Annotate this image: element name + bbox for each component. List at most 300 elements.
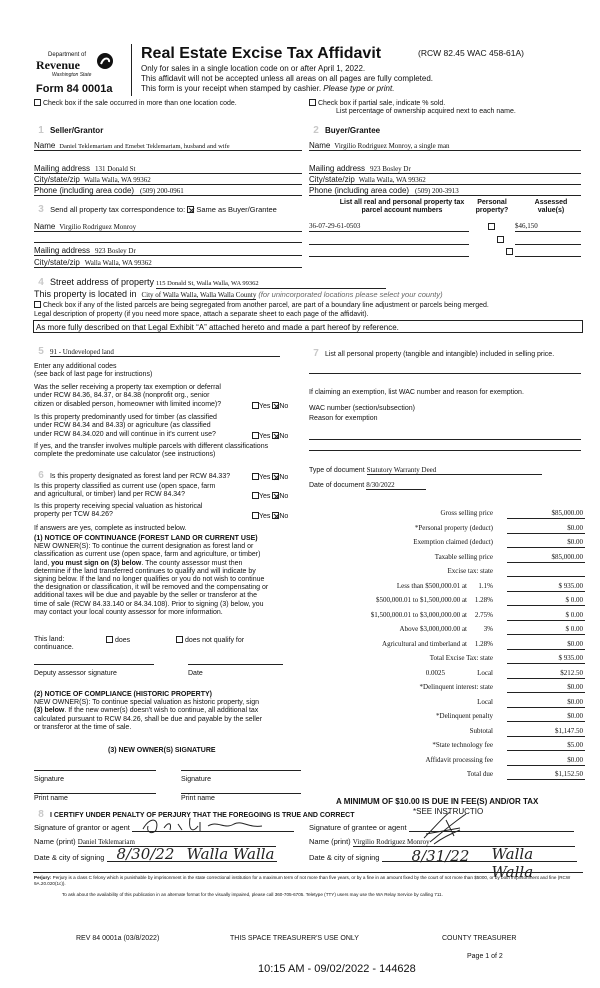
notice-1-title: (1) NOTICE OF CONTINUANCE (FOREST LAND OR CURRENT USE)	[34, 535, 258, 542]
tax-row-label: *Delinquent interest: state	[419, 683, 493, 691]
segregate-row[interactable]	[34, 301, 582, 310]
s6-q3-line2: property per TCW 84.26?	[34, 511, 113, 519]
notice-compliance	[34, 691, 302, 732]
s6-q2-yes-checkbox[interactable]	[252, 492, 259, 499]
deputy-sig-line[interactable]	[34, 664, 154, 665]
section-6-number: 6	[38, 470, 44, 481]
tax-row-rate: 2.75%	[474, 610, 493, 619]
tax-row-label: *Personal property (deduct)	[414, 523, 493, 532]
personal-checkbox-2[interactable]	[497, 236, 504, 243]
partial-sale-checkbox[interactable]	[309, 99, 316, 106]
personal-property-row	[309, 347, 581, 361]
tax-row	[308, 741, 585, 752]
tax-row-rate: 0.0025	[425, 668, 445, 677]
see-instructions-note: *SEE INSTRUCTIO	[413, 807, 484, 816]
grantor-name-label: Name (print)	[34, 837, 76, 846]
perjury-divider	[33, 872, 583, 873]
buyer-name-label: Name	[309, 141, 331, 150]
tax-row	[308, 625, 585, 636]
alt-format-note: To ask about the availability of this publication in an alternate format for the visually impaired, please call 360-705-6705. Teletype (TTY) users may use the WA Relay Service by calling 711.	[62, 892, 443, 897]
partial-sale-note: List percentage of ownership acquired next to each name.	[336, 108, 516, 115]
buyer-mail-row[interactable]	[309, 164, 581, 174]
personal-checkbox-1[interactable]	[488, 223, 495, 230]
owner-name-1-label: Print name	[34, 795, 68, 802]
additional-codes	[34, 363, 152, 380]
s6-q2-line1: Is this property classified as current use (open space, farm	[34, 483, 216, 490]
grantor-date-label: Date & city of signing	[34, 853, 105, 862]
correspondence-row	[34, 203, 277, 217]
assessed-header-1: Assessed	[534, 199, 568, 206]
grantee-date-line[interactable]	[382, 845, 577, 881]
does-checkbox[interactable]	[106, 636, 113, 643]
tax-row	[308, 770, 585, 781]
seller-name-label: Name	[34, 141, 56, 150]
s5-q3-line1: If yes, and the transfer involves multiple parcels with different classifications	[34, 443, 269, 450]
s5-q2-answers[interactable]	[252, 432, 288, 441]
seller-phone-row[interactable]	[34, 186, 302, 196]
notice-2-line1: NEW OWNER(S): To continue special valuation as historic property, sign	[34, 699, 259, 707]
tax-row	[308, 669, 585, 680]
buyer-heading: Buyer/Grantee	[324, 126, 381, 135]
header-line-3	[141, 84, 394, 94]
continuance-label: continuance.	[34, 644, 74, 652]
tax-row-label: *Delinquent penalty	[436, 712, 493, 720]
section-3-number: 3	[38, 204, 44, 215]
legal-desc-value[interactable]: As more fully described on that Legal Exhibit “A” attached hereto and made a part hereof by reference.	[36, 323, 399, 332]
tax-row-label: Total due	[466, 770, 493, 778]
doc-type-value[interactable]: Statutory Warranty Deed	[367, 466, 542, 475]
segregate-label: Check box if any of the listed parcels are being segregated from another parcel, are part of a boundary line adjustment or parcels being merged.	[42, 302, 489, 309]
doc-type-label: Type of document	[309, 467, 365, 474]
receipt-stamp: 10:15 AM - 09/02/2022 - 144628	[258, 963, 416, 975]
grantee-sig-label: Signature of grantee or agent	[309, 823, 407, 832]
tax-row	[308, 756, 585, 767]
s5-q1-line2: under RCW 84.36, 84.37, or 84.38 (nonprofit org., senior	[34, 392, 210, 400]
this-land	[34, 636, 74, 653]
page-number: Page 1 of 2	[467, 953, 503, 960]
section-8-number: 8	[38, 809, 44, 820]
owner-sig-2[interactable]	[181, 770, 301, 771]
buyer-city-label: City/state/zip	[309, 175, 355, 184]
logo-swoosh-icon	[96, 52, 114, 70]
parcel-header	[309, 199, 495, 216]
s6-q1-yes-checkbox[interactable]	[252, 473, 259, 480]
tax-row-rate: 1.28%	[474, 639, 493, 648]
corr-mail-value[interactable]: 923 Bosley Dr	[94, 247, 136, 255]
tax-row-value[interactable]: $ 0.00	[507, 596, 585, 606]
section-2-number: 2	[313, 125, 319, 136]
section-4-number: 4	[38, 277, 44, 288]
buyer-city-row[interactable]	[309, 175, 581, 185]
tax-row-value[interactable]: $0.00	[507, 698, 585, 708]
s6-q1-no-checkbox[interactable]	[272, 473, 279, 480]
notice-1-line1: NEW OWNER(S): To continue the current designation as forest land or	[34, 543, 254, 551]
exemption-line-1[interactable]	[309, 439, 581, 440]
tax-row-rate: 1.1%	[478, 581, 493, 590]
use-code-row[interactable]	[34, 345, 294, 359]
tax-row-label: Taxable selling price	[434, 552, 493, 561]
doc-date-label: Date of document	[309, 482, 365, 489]
exemption-label: If claiming an exemption, list WAC number and reason for exemption.	[309, 389, 524, 396]
perjury-label: Perjury:	[34, 875, 52, 880]
s5-q2-no-checkbox[interactable]	[272, 432, 279, 439]
corr-name-row[interactable]	[34, 222, 302, 232]
logo-revenue: Revenue	[36, 58, 80, 72]
multi-location-checkbox[interactable]	[34, 99, 41, 106]
tax-row-label: *State technology fee	[432, 741, 493, 749]
additional-codes-1: Enter any additional codes	[34, 363, 117, 370]
s6-q3-line1: Is this property receiving special valuation as historical	[34, 503, 203, 510]
s5-q1-no-checkbox[interactable]	[272, 402, 279, 409]
tax-row-value[interactable]: $85,000.00	[507, 553, 585, 563]
located-row[interactable]	[34, 289, 582, 300]
assessed-value-3[interactable]	[515, 247, 581, 257]
notice-2-line2b: . If the new owner(s) doesn't wish to continue, all additional tax	[64, 707, 259, 715]
correspondence-text: Send all property tax correspondence to:	[50, 205, 186, 214]
dor-logo	[36, 52, 116, 82]
tax-row-value[interactable]: $ 0.00	[507, 611, 585, 621]
grantor-date-value[interactable]: 8/30/22	[116, 845, 175, 863]
use-code-value[interactable]: 91 - Undeveloped land	[50, 348, 280, 357]
s5-q3-line2: complete the predominate use calculator (see instructions)	[34, 451, 216, 459]
does-not-label: does not qualify for	[184, 637, 245, 644]
form-number: Form 84 0001a	[36, 83, 113, 95]
tax-row-label: $500,000.01 to $1,500,000.00 at	[376, 596, 467, 604]
legal-desc-box[interactable]	[33, 320, 583, 333]
tax-row-value[interactable]: $ 0.00	[507, 625, 585, 635]
treasurer-use: THIS SPACE TREASURER'S USE ONLY	[230, 935, 359, 942]
corr-city-row[interactable]	[34, 258, 302, 268]
notice-2-line3: calculated pursuant to RCW 84.26, shall be due and payable by the seller	[34, 715, 263, 723]
reason-label: Reason for exemption	[309, 415, 378, 422]
tax-row	[308, 683, 585, 694]
s6-q3	[34, 503, 202, 520]
personal-header-1: Personal	[477, 199, 507, 206]
street-value[interactable]: 115 Donald St, Walla Walla, WA 99362	[156, 280, 386, 289]
header-line-2: This affidavit will not be accepted unless all areas on all pages are fully completed.	[141, 74, 434, 83]
seller-phone-value[interactable]: (509) 200-0961	[140, 187, 184, 195]
header-line-1: Only for sales in a single location code on or after April 1, 2022.	[141, 64, 366, 73]
multi-location-label: Check box if the sale occurred in more than one location code.	[42, 100, 237, 107]
grantee-date-row[interactable]	[309, 845, 577, 881]
assessed-value-2[interactable]	[515, 235, 581, 245]
tax-row	[308, 698, 585, 709]
notice-1-line3c: . The county assessor must then	[141, 559, 243, 567]
buyer-city-value[interactable]: Walla Walla, WA 99362	[358, 176, 426, 184]
tax-row	[308, 712, 585, 723]
corr-mail-row[interactable]	[34, 246, 302, 256]
deputy-date-line[interactable]	[188, 664, 283, 665]
logo-state: Washington State	[52, 72, 92, 78]
s5-q1-yes-checkbox[interactable]	[252, 402, 259, 409]
section-1-number: 1	[38, 125, 44, 136]
section-5-number: 5	[38, 346, 44, 357]
grantee-date-label: Date & city of signing	[309, 853, 380, 862]
tax-row-label: Affidavit processing fee	[425, 755, 493, 764]
s6-q3-yes-checkbox[interactable]	[252, 512, 259, 519]
tax-row-value[interactable]: $0.00	[507, 683, 585, 693]
notice-1-line5: signing below. If the land no longer qualifies or you do not wish to continue	[34, 575, 265, 583]
parcel-row-1[interactable]: 36-07-29-61-0503	[309, 222, 469, 232]
header-line-3a: This form is your receipt when stamped by cashier.	[141, 84, 324, 93]
tax-row-label: Excise tax: state	[447, 567, 493, 575]
grantor-date-line[interactable]	[107, 845, 277, 863]
county-treasurer: COUNTY TREASURER	[442, 935, 517, 942]
s6-q2-no-checkbox[interactable]	[272, 492, 279, 499]
buyer-section	[309, 124, 380, 138]
notice-2-line2a: (3) below	[34, 707, 65, 715]
doc-date-value[interactable]: 8/30/2022	[366, 481, 426, 490]
parcel-row-3[interactable]	[309, 247, 469, 257]
s5-q2-no-label: No	[279, 433, 289, 440]
tax-row-value[interactable]: $0.00	[507, 640, 585, 650]
exemption-line-2[interactable]	[309, 450, 581, 451]
partial-sale-check[interactable]	[309, 99, 445, 108]
s5-q1-line1: Was the seller receiving a property tax exemption or deferral	[34, 384, 221, 391]
same-as-buyer-label: Same as Buyer/Grantee	[196, 205, 277, 214]
buyer-name-value[interactable]: Virgilio Rodriguez Monroy, a single man	[334, 142, 450, 150]
grantor-name-value[interactable]: Daniel Teklemariam	[78, 838, 276, 847]
tax-row	[308, 524, 585, 535]
does-not-checkbox[interactable]	[176, 636, 183, 643]
notice-2-title: (2) NOTICE OF COMPLIANCE (HISTORIC PROPERTY)	[34, 691, 212, 698]
assessed-header-2: value(s)	[537, 207, 565, 215]
s5-q1-yes-label: Yes	[259, 403, 271, 410]
notice-1-line9: may contact your local county assessor for more information.	[34, 608, 223, 616]
tax-row-label: Subtotal	[469, 726, 493, 735]
assessed-header	[520, 199, 582, 216]
multi-location-check[interactable]	[34, 99, 237, 108]
buyer-phone-value[interactable]: (509) 200-3913	[415, 187, 459, 195]
tax-row-value[interactable]: $0.00	[507, 538, 585, 548]
notice-1-line3b: you must sign on (3) below	[51, 559, 142, 567]
parcel-row-2[interactable]	[309, 235, 469, 245]
tax-row	[308, 596, 585, 607]
s6-q2-no-label: No	[279, 493, 289, 500]
s6-q1-text: Is this property designated as forest land per RCW 84.33?	[49, 473, 231, 480]
s6-q1-yes-label: Yes	[259, 474, 271, 481]
notice-1-line2: classification as current use (open space, farm and agriculture, or timber)	[34, 551, 261, 559]
tax-row-label: Gross selling price	[440, 509, 493, 517]
tax-row-value[interactable]: $0.00	[507, 756, 585, 766]
grantee-city-value[interactable]: Walla Walla	[491, 845, 534, 881]
owner-sig-1[interactable]	[34, 770, 156, 771]
minimum-due-note: A MINIMUM OF $10.00 IS DUE IN FEE(S) AND/OR TAX	[336, 797, 539, 806]
assessed-value-1[interactable]: $46,150	[515, 222, 581, 232]
corr-city-value[interactable]: Walla Walla, WA 99362	[84, 259, 152, 267]
s5-q1-line3: citizen or disabled person, homeowner with limited income)?	[34, 400, 222, 408]
s6-q1-answers[interactable]	[252, 473, 288, 482]
personal-property-line[interactable]	[309, 373, 581, 374]
additional-codes-2: (see back of last page for instructions)	[34, 371, 153, 379]
section-7-number: 7	[313, 348, 319, 359]
grantor-signature-icon	[138, 814, 268, 836]
seller-mail-row[interactable]	[34, 164, 302, 174]
s5-q2-yes-label: Yes	[259, 433, 271, 440]
tax-row	[308, 509, 585, 520]
logo-dept: Department of	[48, 52, 87, 58]
form-rcw: (RCW 82.45 WAC 458-61A)	[418, 48, 524, 58]
seller-name-value[interactable]: Daniel Teklemariam and Emebet Teklemariam, husband and wife	[59, 143, 230, 150]
seller-name-row[interactable]	[34, 141, 302, 151]
seller-heading: Seller/Grantor	[49, 126, 104, 135]
s6-q1-no-label: No	[279, 474, 289, 481]
s6-q2-line2: and agricultural, or timber) land per RCW 84.34?	[34, 491, 185, 499]
certify-c: THAT THE FOREGOING IS TRUE AND CORRECT	[190, 812, 355, 819]
tax-row-value[interactable]: $ 935.00	[507, 582, 585, 592]
owner-sig-1-label: Signature	[34, 776, 64, 783]
rev-number: REV 84 0001a (03/8/2022)	[76, 935, 160, 942]
personal-property-label: List all personal property (tangible and intangible) included in selling price.	[324, 351, 555, 358]
corr-city-label: City/state/zip	[34, 258, 80, 267]
seller-phone-label: Phone (including area code)	[34, 186, 135, 195]
new-owner-sig-title: (3) NEW OWNER(S) SIGNATURE	[108, 747, 216, 754]
header-line-3b: Please type or print.	[323, 84, 395, 93]
deputy-date-label: Date	[188, 670, 203, 677]
owner-name-2[interactable]	[181, 793, 301, 794]
personal-header-2: property?	[475, 207, 509, 215]
corr-mail-label: Mailing address	[34, 246, 91, 255]
notice-1-line4: determine if the land transferred continues to qualify and will indicate by	[34, 567, 256, 575]
doc-date-row[interactable]	[309, 481, 426, 490]
certify-b: PERJURY	[158, 812, 191, 819]
tax-row-value[interactable]: $0.00	[507, 524, 585, 534]
tax-row-value[interactable]: $ 935.00	[507, 654, 585, 664]
located-label: This property is located in	[34, 289, 137, 299]
corr-name-value[interactable]: Virgilio Rodriguez Monroy	[59, 223, 137, 231]
street-label: Street address of property	[49, 277, 155, 287]
owner-name-2-label: Print name	[181, 795, 215, 802]
s6-q3-no-label: No	[279, 513, 289, 520]
tax-row-label: Exemption claimed (deduct)	[413, 538, 493, 546]
s6-q3-answers[interactable]	[252, 512, 288, 521]
tax-row-label: Total Excise Tax: state	[429, 654, 493, 662]
notice-1-line7: additional taxes will be due and payable by the seller or transferor at the	[34, 592, 257, 600]
tax-row-value[interactable]: $1,147.50	[507, 727, 585, 737]
grantee-name-label: Name (print)	[309, 837, 351, 846]
tax-row	[308, 654, 585, 665]
tax-row-label: Less than $500,000.01 at	[396, 581, 467, 590]
located-value[interactable]: City of Walla Walla, Walla Walla County	[141, 291, 257, 299]
seller-mail-value[interactable]: 131 Donald St	[94, 165, 136, 173]
seller-city-value[interactable]: Walla Walla, WA 99362	[83, 176, 151, 184]
owner-name-1[interactable]	[34, 793, 156, 794]
deputy-sig-label: Deputy assessor signature	[34, 670, 117, 677]
s6-q3-no-checkbox[interactable]	[272, 512, 279, 519]
buyer-mail-label: Mailing address	[309, 164, 366, 173]
s6-q2-yes-label: Yes	[259, 493, 271, 500]
doc-type-row[interactable]	[309, 466, 542, 475]
segregate-checkbox[interactable]	[34, 301, 41, 308]
notice-1-line3a: land,	[34, 559, 52, 567]
s5-q1-answers[interactable]	[252, 402, 288, 411]
s5-q2-line2: under RCW 84.34 and 84.33) or agriculture (as classified	[34, 422, 211, 430]
parcel-header-1: List all real and personal property tax	[339, 199, 465, 206]
notice-1-line8: time of sale (RCW 84.33.140 or 84.34.108). Prior to signing (3) below, you	[34, 600, 264, 608]
s5-q2-line1: Is this property predominantly used for timber (as classified	[34, 414, 217, 421]
s6-q2-answers[interactable]	[252, 492, 288, 501]
grantee-name-value[interactable]: Virgilio Rodriguez Monroy	[353, 838, 575, 847]
s6-q2	[34, 483, 215, 500]
certify-a: I CERTIFY UNDER PENALTY OF	[49, 812, 159, 819]
partial-sale-label: Check box if partial sale, indicate % sold.	[317, 100, 446, 107]
tax-row-value[interactable]: $212.50	[507, 669, 585, 679]
seller-city-row[interactable]	[34, 175, 302, 185]
does-label: does	[114, 637, 131, 644]
tax-row-label: Agricultural and timberland at	[382, 639, 467, 648]
tax-row	[308, 727, 585, 738]
s5-q1-no-label: No	[279, 403, 289, 410]
s5-q2-line3: under RCW 84.34.020 and will continue in it's current use?	[34, 430, 216, 438]
notice-2-line4: or transferor at the time of sale.	[34, 723, 132, 731]
buyer-phone-row[interactable]	[309, 186, 581, 196]
s5-q2-yes-checkbox[interactable]	[252, 432, 259, 439]
legal-desc-label: Legal description of property (if you need more space, attach a separate sheet to each page of the affidavit).	[34, 311, 369, 318]
s6-if-yes: If answers are yes, complete as instructed below.	[34, 525, 187, 532]
grantee-date-value[interactable]: 8/31/22	[411, 847, 470, 865]
corr-blank-row[interactable]	[34, 234, 302, 243]
tax-row	[308, 611, 585, 622]
tax-row-label: Local	[477, 697, 493, 706]
does-option[interactable]	[106, 636, 130, 645]
tax-row-value[interactable]: $5.00	[507, 741, 585, 751]
tax-row-value[interactable]: $1,152.50	[507, 770, 585, 780]
tax-row-value[interactable]: $0.00	[507, 712, 585, 722]
located-note: (for unincorporated locations please select your county)	[258, 290, 443, 299]
does-not-option[interactable]	[176, 636, 244, 645]
s6-q3-yes-label: Yes	[259, 513, 271, 520]
s5-q3	[34, 443, 302, 460]
personal-checkbox-3[interactable]	[506, 248, 513, 255]
tax-row-label: Above $3,000,000.00 at	[399, 625, 467, 633]
owner-sig-2-label: Signature	[181, 776, 211, 783]
wac-label: WAC number (section/subsection)	[309, 405, 415, 412]
street-row[interactable]	[34, 276, 582, 290]
tax-row-rate: 1.28%	[474, 596, 493, 604]
grantor-city-value[interactable]: Walla Walla	[186, 845, 275, 863]
tax-row-label: $1,500,000.01 to $3,000,000.00 at	[370, 610, 467, 619]
buyer-phone-label: Phone (including area code)	[309, 186, 410, 195]
tax-row-value[interactable]	[507, 567, 585, 577]
seller-section	[34, 124, 299, 138]
tax-row-label: Local	[477, 668, 493, 677]
tax-row	[308, 553, 585, 564]
seller-mail-label: Mailing address	[34, 164, 91, 173]
notice-1-line6: the designation or classification, it will be removed and the compensating or	[34, 584, 269, 592]
notice-2-line2	[34, 707, 302, 715]
notice-1-line3	[34, 560, 302, 568]
same-as-buyer-checkbox[interactable]	[187, 206, 194, 213]
personal-header	[472, 199, 512, 216]
grantor-date-row[interactable]	[34, 845, 277, 863]
buyer-mail-value[interactable]: 923 Bosley Dr	[369, 165, 411, 173]
tax-row	[308, 640, 585, 651]
buyer-name-row[interactable]	[309, 141, 581, 151]
notice-continuance	[34, 535, 302, 617]
tax-row	[308, 538, 585, 549]
header-divider	[131, 44, 132, 96]
perjury-notice	[34, 875, 582, 886]
seller-city-label: City/state/zip	[34, 175, 80, 184]
corr-name-label: Name	[34, 222, 56, 231]
tax-row-rate: 3%	[483, 625, 493, 633]
tax-row-value[interactable]: $85,000.00	[507, 509, 585, 519]
tax-row	[308, 582, 585, 593]
parcel-header-1b: parcel account numbers	[361, 207, 443, 215]
form-title: Real Estate Excise Tax Affidavit	[141, 45, 382, 62]
this-land-label: This land:	[34, 636, 65, 643]
perjury-text: Perjury is a class C felony which is punishable by imprisonment in the state correctional institution for a maximum term of not more than five years, or by a fine in an amount fixed by the court of not more than $5000, or by both imprisonment and fine (RCW 9A.20.020(1c)).	[34, 875, 571, 886]
